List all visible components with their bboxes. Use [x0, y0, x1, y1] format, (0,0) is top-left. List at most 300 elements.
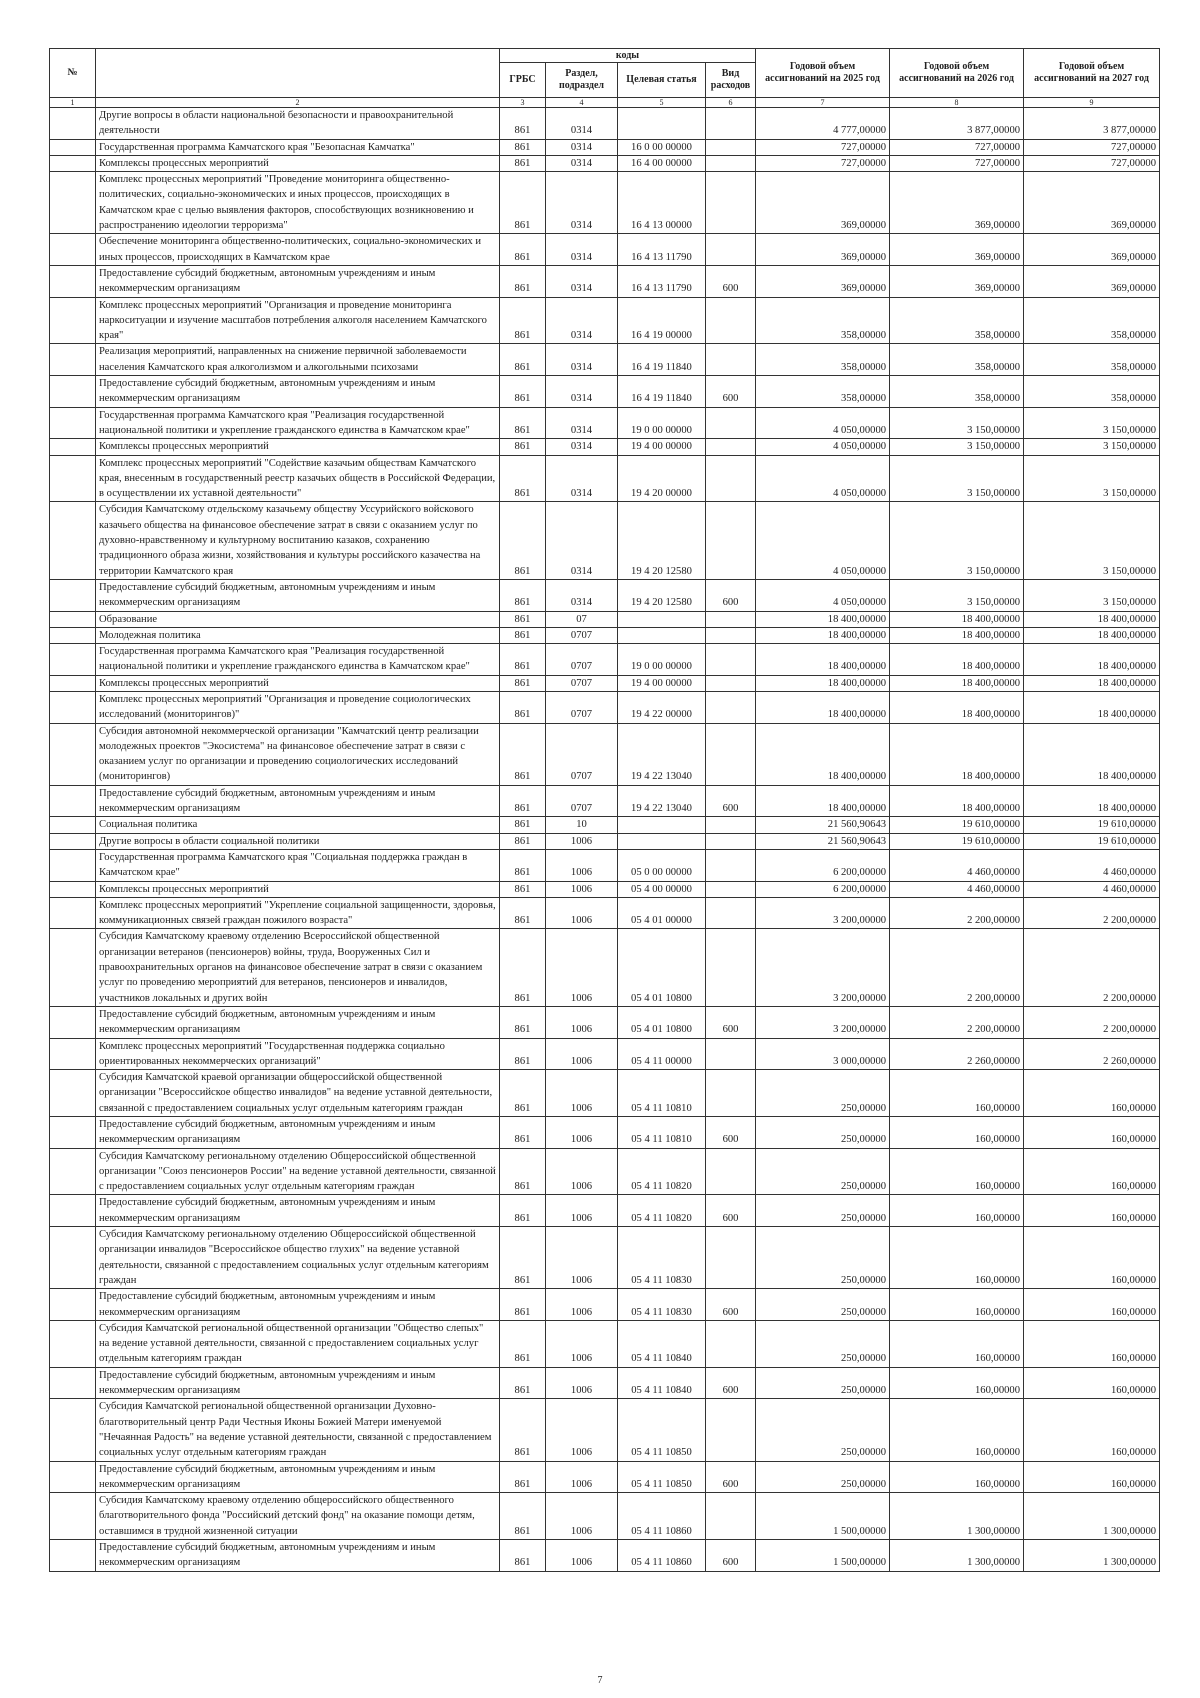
row-volume-2026: 160,00000	[890, 1227, 1024, 1289]
row-volume-2025: 6 200,00000	[756, 849, 890, 881]
row-grbs: 861	[500, 1367, 546, 1399]
row-grbs: 861	[500, 929, 546, 1006]
row-name: Реализация мероприятий, направленных на снижение первичной заболеваемости населения Камчатского края алкоголизмом и алкогольными психозами	[96, 344, 500, 376]
row-section: 1006	[546, 1195, 618, 1227]
row-volume-2027: 3 150,00000	[1024, 407, 1160, 439]
row-volume-2025: 21 560,90643	[756, 833, 890, 849]
row-number-cell	[50, 611, 96, 627]
row-target: 05 4 11 10820	[618, 1148, 706, 1195]
table-row	[50, 172, 1160, 234]
row-expense-type: 600	[706, 785, 756, 817]
row-volume-2025: 358,00000	[756, 376, 890, 408]
row-name: Комплекс процессных мероприятий "Укрепление социальной защищенности, здоровья, коммуникационных связей граждан пожилого возраста"	[96, 897, 500, 929]
row-volume-2026: 369,00000	[890, 172, 1024, 234]
row-volume-2027: 160,00000	[1024, 1320, 1160, 1367]
row-number-cell	[50, 1148, 96, 1195]
row-volume-2026: 369,00000	[890, 234, 1024, 266]
row-name: Обеспечение мониторинга общественно-политических, социально-экономических и иных процессов, происходящих в Камчатском крае	[96, 234, 500, 266]
row-number-cell	[50, 897, 96, 929]
row-target: 05 0 00 00000	[618, 849, 706, 881]
row-volume-2027: 19 610,00000	[1024, 817, 1160, 833]
column-number: 8	[890, 98, 1024, 108]
row-number-cell	[50, 455, 96, 502]
row-volume-2025: 250,00000	[756, 1367, 890, 1399]
row-grbs: 861	[500, 723, 546, 785]
row-section: 1006	[546, 1540, 618, 1572]
table-row	[50, 611, 1160, 627]
row-expense-type: 600	[706, 376, 756, 408]
row-name: Комплексы процессных мероприятий	[96, 675, 500, 691]
row-number-cell	[50, 234, 96, 266]
table-row	[50, 833, 1160, 849]
row-expense-type: 600	[706, 1540, 756, 1572]
table-row	[50, 1289, 1160, 1321]
row-target: 16 4 00 00000	[618, 155, 706, 171]
header-volume-2025: Годовой объем ассигнований на 2025 год	[756, 49, 890, 98]
row-target: 19 0 00 00000	[618, 407, 706, 439]
row-volume-2025: 727,00000	[756, 155, 890, 171]
table-row	[50, 234, 1160, 266]
row-target: 05 4 11 00000	[618, 1038, 706, 1070]
row-number-cell	[50, 1227, 96, 1289]
row-expense-type: 600	[706, 1117, 756, 1149]
row-section: 0314	[546, 376, 618, 408]
row-volume-2025: 1 500,00000	[756, 1540, 890, 1572]
row-name: Молодежная политика	[96, 627, 500, 643]
row-volume-2025: 250,00000	[756, 1070, 890, 1117]
row-volume-2027: 160,00000	[1024, 1070, 1160, 1117]
row-volume-2026: 358,00000	[890, 297, 1024, 344]
row-volume-2026: 18 400,00000	[890, 675, 1024, 691]
column-numbers-row	[50, 98, 1160, 108]
row-section: 0707	[546, 644, 618, 676]
row-expense-type	[706, 172, 756, 234]
row-section: 1006	[546, 849, 618, 881]
row-expense-type: 600	[706, 1289, 756, 1321]
row-number-cell	[50, 1038, 96, 1070]
row-volume-2027: 160,00000	[1024, 1195, 1160, 1227]
row-name: Предоставление субсидий бюджетным, автономным учреждениям и иным некоммерческим организациям	[96, 1540, 500, 1572]
table-row	[50, 627, 1160, 643]
row-grbs: 861	[500, 108, 546, 140]
row-name: Государственная программа Камчатского края "Реализация государственной национальной политики и укрепление гражданского единства в Камчатском крае"	[96, 407, 500, 439]
row-target: 05 4 11 10810	[618, 1117, 706, 1149]
header-volume-2027: Годовой объем ассигнований на 2027 год	[1024, 49, 1160, 98]
row-section: 1006	[546, 1461, 618, 1493]
row-expense-type	[706, 108, 756, 140]
row-number-cell	[50, 579, 96, 611]
row-target: 16 4 13 00000	[618, 172, 706, 234]
row-number-cell	[50, 785, 96, 817]
row-volume-2026: 2 200,00000	[890, 897, 1024, 929]
row-expense-type	[706, 1070, 756, 1117]
row-section: 1006	[546, 929, 618, 1006]
row-number-cell	[50, 1195, 96, 1227]
table-body	[50, 108, 1160, 1572]
row-grbs: 861	[500, 1195, 546, 1227]
table-row	[50, 1367, 1160, 1399]
row-volume-2025: 369,00000	[756, 172, 890, 234]
row-number-cell	[50, 407, 96, 439]
row-number-cell	[50, 1289, 96, 1321]
row-volume-2027: 18 400,00000	[1024, 691, 1160, 723]
row-section: 1006	[546, 1038, 618, 1070]
row-volume-2025: 18 400,00000	[756, 644, 890, 676]
row-name: Комплексы процессных мероприятий	[96, 155, 500, 171]
row-volume-2025: 4 050,00000	[756, 407, 890, 439]
row-section: 0314	[546, 172, 618, 234]
row-number-cell	[50, 627, 96, 643]
row-expense-type: 600	[706, 1195, 756, 1227]
table-row	[50, 1540, 1160, 1572]
table-row	[50, 1070, 1160, 1117]
row-number-cell	[50, 675, 96, 691]
row-name: Предоставление субсидий бюджетным, автономным учреждениям и иным некоммерческим организациям	[96, 376, 500, 408]
row-volume-2026: 2 260,00000	[890, 1038, 1024, 1070]
row-volume-2027: 369,00000	[1024, 265, 1160, 297]
row-target: 19 4 00 00000	[618, 439, 706, 455]
row-section: 0314	[546, 407, 618, 439]
table-row	[50, 439, 1160, 455]
row-expense-type	[706, 1148, 756, 1195]
row-volume-2027: 160,00000	[1024, 1461, 1160, 1493]
table-row	[50, 644, 1160, 676]
row-volume-2025: 6 200,00000	[756, 881, 890, 897]
row-name: Субсидия Камчатскому краевому отделению общероссийского общественного благотворительного фонда "Российский детский фонд" на оказание помощи детям, оставшимся в трудной жизненной ситуации	[96, 1493, 500, 1540]
table-row	[50, 579, 1160, 611]
row-expense-type	[706, 627, 756, 643]
row-name: Субсидия Камчатскому региональному отделению Общероссийской общественной организации "Союз пенсионеров России" на ведение уставной деятельности, связанной с предоставлением социальных услуг отдельным категориям граждан	[96, 1148, 500, 1195]
row-number-cell	[50, 1320, 96, 1367]
row-volume-2025: 250,00000	[756, 1195, 890, 1227]
row-volume-2027: 4 460,00000	[1024, 849, 1160, 881]
table-row	[50, 455, 1160, 502]
row-volume-2025: 250,00000	[756, 1227, 890, 1289]
row-volume-2025: 18 400,00000	[756, 675, 890, 691]
row-name: Предоставление субсидий бюджетным, автономным учреждениям и иным некоммерческим организациям	[96, 265, 500, 297]
row-grbs: 861	[500, 611, 546, 627]
row-name: Комплексы процессных мероприятий	[96, 439, 500, 455]
table-row	[50, 723, 1160, 785]
row-section: 1006	[546, 1399, 618, 1461]
row-number-cell	[50, 376, 96, 408]
row-grbs: 861	[500, 139, 546, 155]
row-grbs: 861	[500, 849, 546, 881]
row-name: Предоставление субсидий бюджетным, автономным учреждениям и иным некоммерческим организациям	[96, 1117, 500, 1149]
row-volume-2025: 4 050,00000	[756, 455, 890, 502]
row-section: 0314	[546, 455, 618, 502]
row-grbs: 861	[500, 691, 546, 723]
row-name: Социальная политика	[96, 817, 500, 833]
row-name: Предоставление субсидий бюджетным, автономным учреждениям и иным некоммерческим организациям	[96, 1461, 500, 1493]
row-grbs: 861	[500, 455, 546, 502]
row-expense-type	[706, 849, 756, 881]
row-number-cell	[50, 439, 96, 455]
row-volume-2027: 2 260,00000	[1024, 1038, 1160, 1070]
row-expense-type	[706, 611, 756, 627]
row-target: 16 4 19 11840	[618, 376, 706, 408]
table-row	[50, 1320, 1160, 1367]
page-number: 7	[597, 1675, 603, 1686]
row-volume-2027: 1 300,00000	[1024, 1493, 1160, 1540]
row-name: Комплекс процессных мероприятий "Государственная поддержка социально ориентированных некоммерческих организаций"	[96, 1038, 500, 1070]
row-grbs: 861	[500, 439, 546, 455]
table-row	[50, 929, 1160, 1006]
row-expense-type	[706, 833, 756, 849]
row-target: 19 4 00 00000	[618, 675, 706, 691]
row-expense-type	[706, 455, 756, 502]
row-section: 07	[546, 611, 618, 627]
row-expense-type: 600	[706, 1006, 756, 1038]
row-volume-2027: 3 150,00000	[1024, 439, 1160, 455]
table-row	[50, 1006, 1160, 1038]
table-row	[50, 502, 1160, 579]
row-grbs: 861	[500, 1006, 546, 1038]
row-volume-2027: 160,00000	[1024, 1227, 1160, 1289]
row-target: 19 0 00 00000	[618, 644, 706, 676]
row-expense-type: 600	[706, 579, 756, 611]
row-volume-2025: 4 050,00000	[756, 579, 890, 611]
row-target: 05 4 11 10860	[618, 1540, 706, 1572]
row-expense-type	[706, 1493, 756, 1540]
row-volume-2027: 4 460,00000	[1024, 881, 1160, 897]
table-row	[50, 691, 1160, 723]
row-number-cell	[50, 1540, 96, 1572]
table-row	[50, 344, 1160, 376]
row-name: Государственная программа Камчатского края "Безопасная Камчатка"	[96, 139, 500, 155]
row-name: Комплекс процессных мероприятий "Организация и проведение социологических исследований (мониторингов)"	[96, 691, 500, 723]
row-volume-2027: 369,00000	[1024, 234, 1160, 266]
row-grbs: 861	[500, 644, 546, 676]
row-section: 1006	[546, 897, 618, 929]
row-volume-2026: 3 877,00000	[890, 108, 1024, 140]
row-number-cell	[50, 1070, 96, 1117]
row-volume-2027: 18 400,00000	[1024, 611, 1160, 627]
row-number-cell	[50, 929, 96, 1006]
row-target: 19 4 22 13040	[618, 785, 706, 817]
column-number: 9	[1024, 98, 1160, 108]
row-section: 0707	[546, 691, 618, 723]
row-target: 05 4 11 10840	[618, 1320, 706, 1367]
row-expense-type	[706, 817, 756, 833]
row-volume-2025: 1 500,00000	[756, 1493, 890, 1540]
row-expense-type	[706, 644, 756, 676]
row-volume-2026: 3 150,00000	[890, 455, 1024, 502]
table-row	[50, 1399, 1160, 1461]
row-volume-2026: 160,00000	[890, 1148, 1024, 1195]
row-name: Комплексы процессных мероприятий	[96, 881, 500, 897]
row-name: Субсидия Камчатской краевой организации общероссийской общественной организации "Всероссийское общество инвалидов" на ведение уставной деятельности, связанной с предоставлением социальных услуг отдельным категориям граждан	[96, 1070, 500, 1117]
row-grbs: 861	[500, 1289, 546, 1321]
row-expense-type	[706, 155, 756, 171]
row-expense-type	[706, 1038, 756, 1070]
row-volume-2026: 18 400,00000	[890, 691, 1024, 723]
column-number: 4	[546, 98, 618, 108]
row-volume-2027: 358,00000	[1024, 344, 1160, 376]
row-volume-2027: 160,00000	[1024, 1289, 1160, 1321]
row-volume-2027: 1 300,00000	[1024, 1540, 1160, 1572]
row-name: Предоставление субсидий бюджетным, автономным учреждениям и иным некоммерческим организациям	[96, 1289, 500, 1321]
row-volume-2026: 160,00000	[890, 1070, 1024, 1117]
row-number-cell	[50, 691, 96, 723]
row-volume-2026: 2 200,00000	[890, 929, 1024, 1006]
table-row	[50, 108, 1160, 140]
row-grbs: 861	[500, 627, 546, 643]
row-name: Предоставление субсидий бюджетным, автономным учреждениям и иным некоммерческим организациям	[96, 579, 500, 611]
column-number: 5	[618, 98, 706, 108]
row-target: 16 4 13 11790	[618, 234, 706, 266]
row-name: Другие вопросы в области социальной политики	[96, 833, 500, 849]
row-grbs: 861	[500, 1227, 546, 1289]
row-name: Предоставление субсидий бюджетным, автономным учреждениям и иным некоммерческим организациям	[96, 1195, 500, 1227]
row-volume-2025: 250,00000	[756, 1289, 890, 1321]
row-target: 16 0 00 00000	[618, 139, 706, 155]
row-target: 05 4 11 10840	[618, 1367, 706, 1399]
row-volume-2025: 18 400,00000	[756, 785, 890, 817]
row-volume-2026: 160,00000	[890, 1320, 1024, 1367]
row-volume-2027: 2 200,00000	[1024, 929, 1160, 1006]
row-expense-type	[706, 929, 756, 1006]
row-expense-type	[706, 723, 756, 785]
row-volume-2027: 18 400,00000	[1024, 723, 1160, 785]
row-expense-type	[706, 1399, 756, 1461]
row-grbs: 861	[500, 897, 546, 929]
row-grbs: 861	[500, 344, 546, 376]
row-volume-2026: 727,00000	[890, 155, 1024, 171]
row-expense-type	[706, 1320, 756, 1367]
row-target: 19 4 20 00000	[618, 455, 706, 502]
row-volume-2027: 160,00000	[1024, 1367, 1160, 1399]
row-volume-2026: 18 400,00000	[890, 644, 1024, 676]
row-number-cell	[50, 817, 96, 833]
row-number-cell	[50, 723, 96, 785]
row-volume-2026: 4 460,00000	[890, 881, 1024, 897]
row-volume-2025: 18 400,00000	[756, 611, 890, 627]
row-section: 0314	[546, 297, 618, 344]
row-volume-2026: 18 400,00000	[890, 785, 1024, 817]
row-target: 19 4 22 13040	[618, 723, 706, 785]
row-expense-type: 600	[706, 1461, 756, 1493]
row-volume-2025: 18 400,00000	[756, 627, 890, 643]
row-volume-2025: 18 400,00000	[756, 723, 890, 785]
table-row	[50, 897, 1160, 929]
row-grbs: 861	[500, 1399, 546, 1461]
row-volume-2026: 1 300,00000	[890, 1493, 1024, 1540]
row-volume-2026: 18 400,00000	[890, 627, 1024, 643]
row-number-cell	[50, 881, 96, 897]
row-grbs: 861	[500, 1038, 546, 1070]
row-section: 0314	[546, 155, 618, 171]
row-volume-2025: 4 777,00000	[756, 108, 890, 140]
row-section: 0314	[546, 108, 618, 140]
row-volume-2027: 727,00000	[1024, 139, 1160, 155]
row-section: 0314	[546, 234, 618, 266]
row-volume-2026: 369,00000	[890, 265, 1024, 297]
table-row	[50, 1227, 1160, 1289]
header-target: Целевая статья	[618, 63, 706, 98]
table-row	[50, 1117, 1160, 1149]
row-target: 05 4 11 10860	[618, 1493, 706, 1540]
row-volume-2025: 369,00000	[756, 234, 890, 266]
row-grbs: 861	[500, 297, 546, 344]
row-number-cell	[50, 644, 96, 676]
row-volume-2025: 3 200,00000	[756, 897, 890, 929]
row-number-cell	[50, 1493, 96, 1540]
header-name	[96, 49, 500, 98]
row-name: Комплекс процессных мероприятий "Проведение мониторинга общественно-политических, социально-экономических и иных процессов, происходящих в Камчатском крае с целью выявления факторов, способствующих возникновению и распространению идеологии терроризма"	[96, 172, 500, 234]
column-number: 6	[706, 98, 756, 108]
table-row	[50, 1195, 1160, 1227]
row-section: 1006	[546, 1493, 618, 1540]
row-expense-type	[706, 691, 756, 723]
row-target: 19 4 20 12580	[618, 502, 706, 579]
row-volume-2025: 369,00000	[756, 265, 890, 297]
row-section: 1006	[546, 1117, 618, 1149]
row-number-cell	[50, 172, 96, 234]
row-target: 05 4 11 10810	[618, 1070, 706, 1117]
row-grbs: 861	[500, 881, 546, 897]
row-expense-type	[706, 1227, 756, 1289]
row-grbs: 861	[500, 675, 546, 691]
row-grbs: 861	[500, 502, 546, 579]
row-grbs: 861	[500, 265, 546, 297]
row-section: 1006	[546, 1227, 618, 1289]
row-grbs: 861	[500, 1540, 546, 1572]
row-volume-2026: 358,00000	[890, 376, 1024, 408]
row-expense-type	[706, 344, 756, 376]
row-target	[618, 833, 706, 849]
row-name: Субсидия Камчатскому краевому отделению Всероссийской общественной организации ветеранов (пенсионеров) войны, труда, Вооруженных Сил и правоохранительных органов на финансовое обеспечение затрат в связи с оказанием услуг по проведению мероприятий для ветеранов, пенсионеров и инвалидов, участников локальных и других войн	[96, 929, 500, 1006]
row-section: 1006	[546, 881, 618, 897]
row-name: Субсидия Камчатскому отдельскому казачьему обществу Уссурийского войскового казачьего общества на финансовое обеспечение затрат в связи с оказанием услуг по духовно-нравственному и культурному воспитанию казаков, сохранению традиционного образа жизни, хозяйствования и культуры российского казачества на территории Камчатского края	[96, 502, 500, 579]
row-name: Государственная программа Камчатского края "Социальная поддержка граждан в Камчатском крае"	[96, 849, 500, 881]
row-number-cell	[50, 1399, 96, 1461]
row-volume-2026: 727,00000	[890, 139, 1024, 155]
row-section: 1006	[546, 1289, 618, 1321]
row-expense-type	[706, 234, 756, 266]
row-expense-type	[706, 139, 756, 155]
row-volume-2025: 358,00000	[756, 344, 890, 376]
row-grbs: 861	[500, 155, 546, 171]
row-volume-2027: 19 610,00000	[1024, 833, 1160, 849]
row-volume-2025: 250,00000	[756, 1461, 890, 1493]
row-name: Комплекс процессных мероприятий "Содействие казачьим обществам Камчатского края, внесенным в государственный реестр казачьих обществ в Российской Федерации, в осуществлении их уставной деятельности"	[96, 455, 500, 502]
row-expense-type	[706, 675, 756, 691]
row-target	[618, 108, 706, 140]
row-volume-2026: 18 400,00000	[890, 611, 1024, 627]
table-row	[50, 265, 1160, 297]
row-volume-2026: 160,00000	[890, 1195, 1024, 1227]
row-section: 10	[546, 817, 618, 833]
row-target	[618, 627, 706, 643]
row-volume-2026: 3 150,00000	[890, 502, 1024, 579]
row-volume-2027: 358,00000	[1024, 376, 1160, 408]
row-grbs: 861	[500, 833, 546, 849]
row-number-cell	[50, 1367, 96, 1399]
table-row	[50, 407, 1160, 439]
header-number: №	[50, 49, 96, 98]
row-volume-2026: 4 460,00000	[890, 849, 1024, 881]
row-section: 0314	[546, 265, 618, 297]
header-expense-type: Вид расходов	[706, 63, 756, 98]
row-target: 05 4 00 00000	[618, 881, 706, 897]
row-volume-2026: 3 150,00000	[890, 407, 1024, 439]
row-section: 0314	[546, 344, 618, 376]
row-grbs: 861	[500, 1493, 546, 1540]
row-target: 05 4 01 10800	[618, 1006, 706, 1038]
column-number: 1	[50, 98, 96, 108]
row-section: 0707	[546, 723, 618, 785]
